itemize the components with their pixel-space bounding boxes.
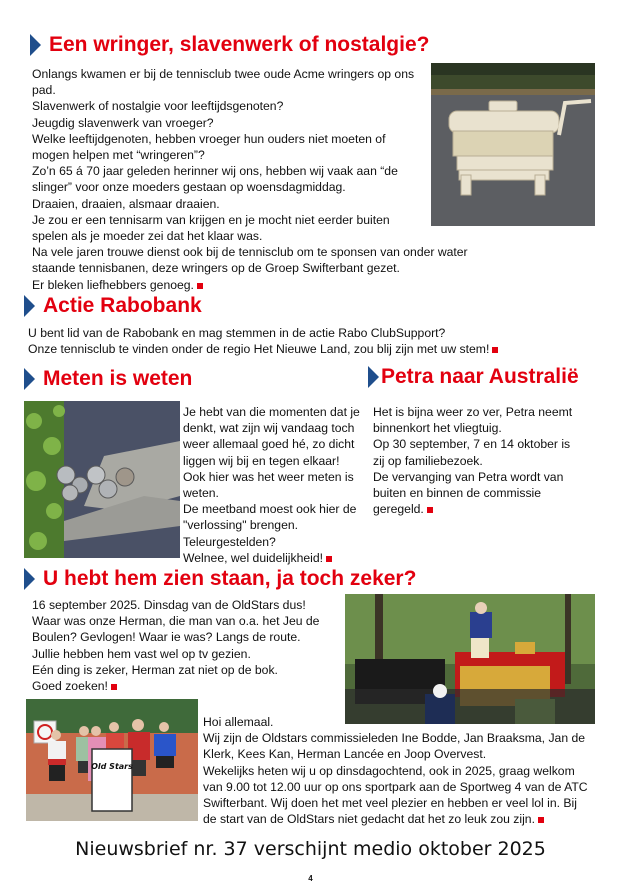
paragraph: Onlangs kwamen er bij de tennisclub twee oude Acme wringers op ons pad. [32, 67, 415, 98]
article-oldstars-body [203, 714, 593, 827]
end-mark-icon [111, 684, 117, 690]
paragraph: Teleurgestelden? [183, 534, 276, 549]
wringer-illustration [431, 63, 595, 226]
paragraph: Jullie hebben hem vast wel op tv gezien. [32, 646, 251, 661]
page-number: 4 [308, 874, 313, 883]
paragraph: Jeugdig slavenwerk van vroeger? [32, 115, 214, 130]
end-mark-icon [538, 817, 544, 823]
paragraph: Op 30 september, 7 en 14 oktober is zij op familiebezoek. [373, 437, 571, 468]
heading-rabobank [24, 294, 202, 318]
paragraph: U bent lid van de Rabobank en mag stemmen in de actie Rabo ClubSupport? [28, 326, 446, 340]
paragraph-last [32, 277, 424, 293]
oldstars-group-photo [26, 699, 198, 821]
article-rabobank-body [28, 325, 548, 357]
paragraph: De meetband moest ook hier de "verlossing" brengen. [183, 502, 357, 533]
carriage-illustration [345, 594, 595, 724]
end-mark-icon [197, 283, 203, 289]
paragraph: Je zou er een tennisarm van krijgen en je mocht niet eerder buiten spelen als je moeder zei dat het klaar was. [32, 212, 390, 244]
paragraph-text: Onze tennisclub te vinden onder de regio Het Nieuwe Land, zou blij zijn met uw stem! [28, 342, 490, 357]
boules-illustration [24, 401, 180, 558]
bullet-triangle-icon [24, 568, 35, 590]
heading-text: Een wringer, slavenwerk of nostalgie? [49, 33, 430, 56]
article-meten-body [183, 404, 363, 566]
paragraph-text: Wekelijks heten wij u op dinsdagochtend, ook in 2025, graag welkom van 9.00 tot 12.00 uur op ons sportpark aan de Sportweg 4 van de ATC Swifterbant. Wij doen het met veel plezier en hebben er veel lol in. Bij de start van de OldStars niet gedacht dat het zo leuk zou zijn. [203, 763, 588, 827]
paragraph: Welke leeftijdgenoten, hebben vroeger hun ouders niet moeten of mogen helpen met “wringeren”? [32, 131, 386, 163]
paragraph: 16 september 2025. Dinsdag van de OldStars dus! [32, 598, 306, 612]
oldstars-illustration [26, 699, 198, 821]
heading-wringer [30, 33, 429, 57]
heading-herman [24, 567, 416, 591]
paragraph-text: Goed zoeken! [32, 679, 108, 694]
paragraph: Waar was onze Herman, die man van o.a. het Jeu de Boulen? Gevlogen! Waar ie was? Langs de route. [32, 614, 320, 645]
bullet-triangle-icon [24, 368, 35, 390]
article-herman-body [32, 597, 342, 694]
paragraph-last [183, 550, 363, 566]
end-mark-icon [326, 556, 332, 562]
carriage-photo [345, 594, 595, 724]
newsletter-announcement: Nieuwsbrief nr. 37 verschijnt medio oktober 2025 [75, 838, 546, 860]
heading-text: Petra naar Australië [381, 365, 579, 388]
heading-text: Meten is weten [43, 367, 193, 390]
article-wringer-body [32, 66, 468, 293]
paragraph-text: Welnee, wel duidelijkheid! [183, 550, 324, 565]
end-mark-icon [427, 507, 433, 513]
paragraph: Draaien, draaien, alsmaar draaien. [32, 196, 220, 211]
heading-petra [368, 365, 579, 389]
article-petra-body [373, 404, 583, 517]
paragraph: Ook hier was het weer meten is weten. [183, 469, 354, 501]
heading-text: Actie Rabobank [43, 294, 202, 317]
bullet-triangle-icon [30, 34, 41, 56]
paragraph-last [32, 678, 342, 694]
paragraph-last [203, 763, 593, 828]
heading-meten [24, 367, 192, 391]
bullet-triangle-icon [368, 366, 379, 388]
paragraph: Zo’n 65 á 70 jaar geleden herinner wij ons, hebben wij vaak aan “de slinger” voor onze moeders gestaan op woensdagmiddag. [32, 164, 398, 195]
paragraph: Na vele jaren trouwe dienst ook bij de tennisclub om te sponsen van onder water staande tennisbanen, deze wringers op de Groep Swifterbant gezet. [32, 245, 468, 276]
sign-text: Old Stars [91, 762, 133, 771]
paragraph-text: Er bleken liefhebbers genoeg. [32, 277, 194, 292]
paragraph-text: De vervanging van Petra wordt van buiten en binnen de commissie geregeld. [373, 469, 564, 517]
paragraph: Het is bijna weer zo ver, Petra neemt binnenkort het vliegtuig. [373, 405, 573, 436]
paragraph-last [28, 341, 548, 357]
paragraph: Slavenwerk of nostalgie voor leeftijdsgenoten? [32, 99, 284, 114]
end-mark-icon [492, 347, 498, 353]
paragraph: Hoi allemaal. [203, 715, 274, 729]
paragraph: Je hebt van die momenten dat je denkt, wat zijn wij vandaag toch weer allemaal goed hé, zo dicht liggen wij bij en tegen elkaar! [183, 405, 360, 468]
heading-text: U hebt hem zien staan, ja toch zeker? [43, 567, 417, 590]
bullet-triangle-icon [24, 295, 35, 317]
paragraph: Eén ding is zeker, Herman zat niet op de bok. [32, 662, 278, 677]
paragraph-last [373, 469, 583, 518]
boules-photo [24, 401, 180, 558]
paragraph: Wij zijn de Oldstars commissieleden Ine Bodde, Jan Braaksma, Jan de Klerk, Kees Kan, Herman Lancée en Joop Overvest. [203, 731, 586, 762]
wringer-photo [431, 63, 595, 226]
